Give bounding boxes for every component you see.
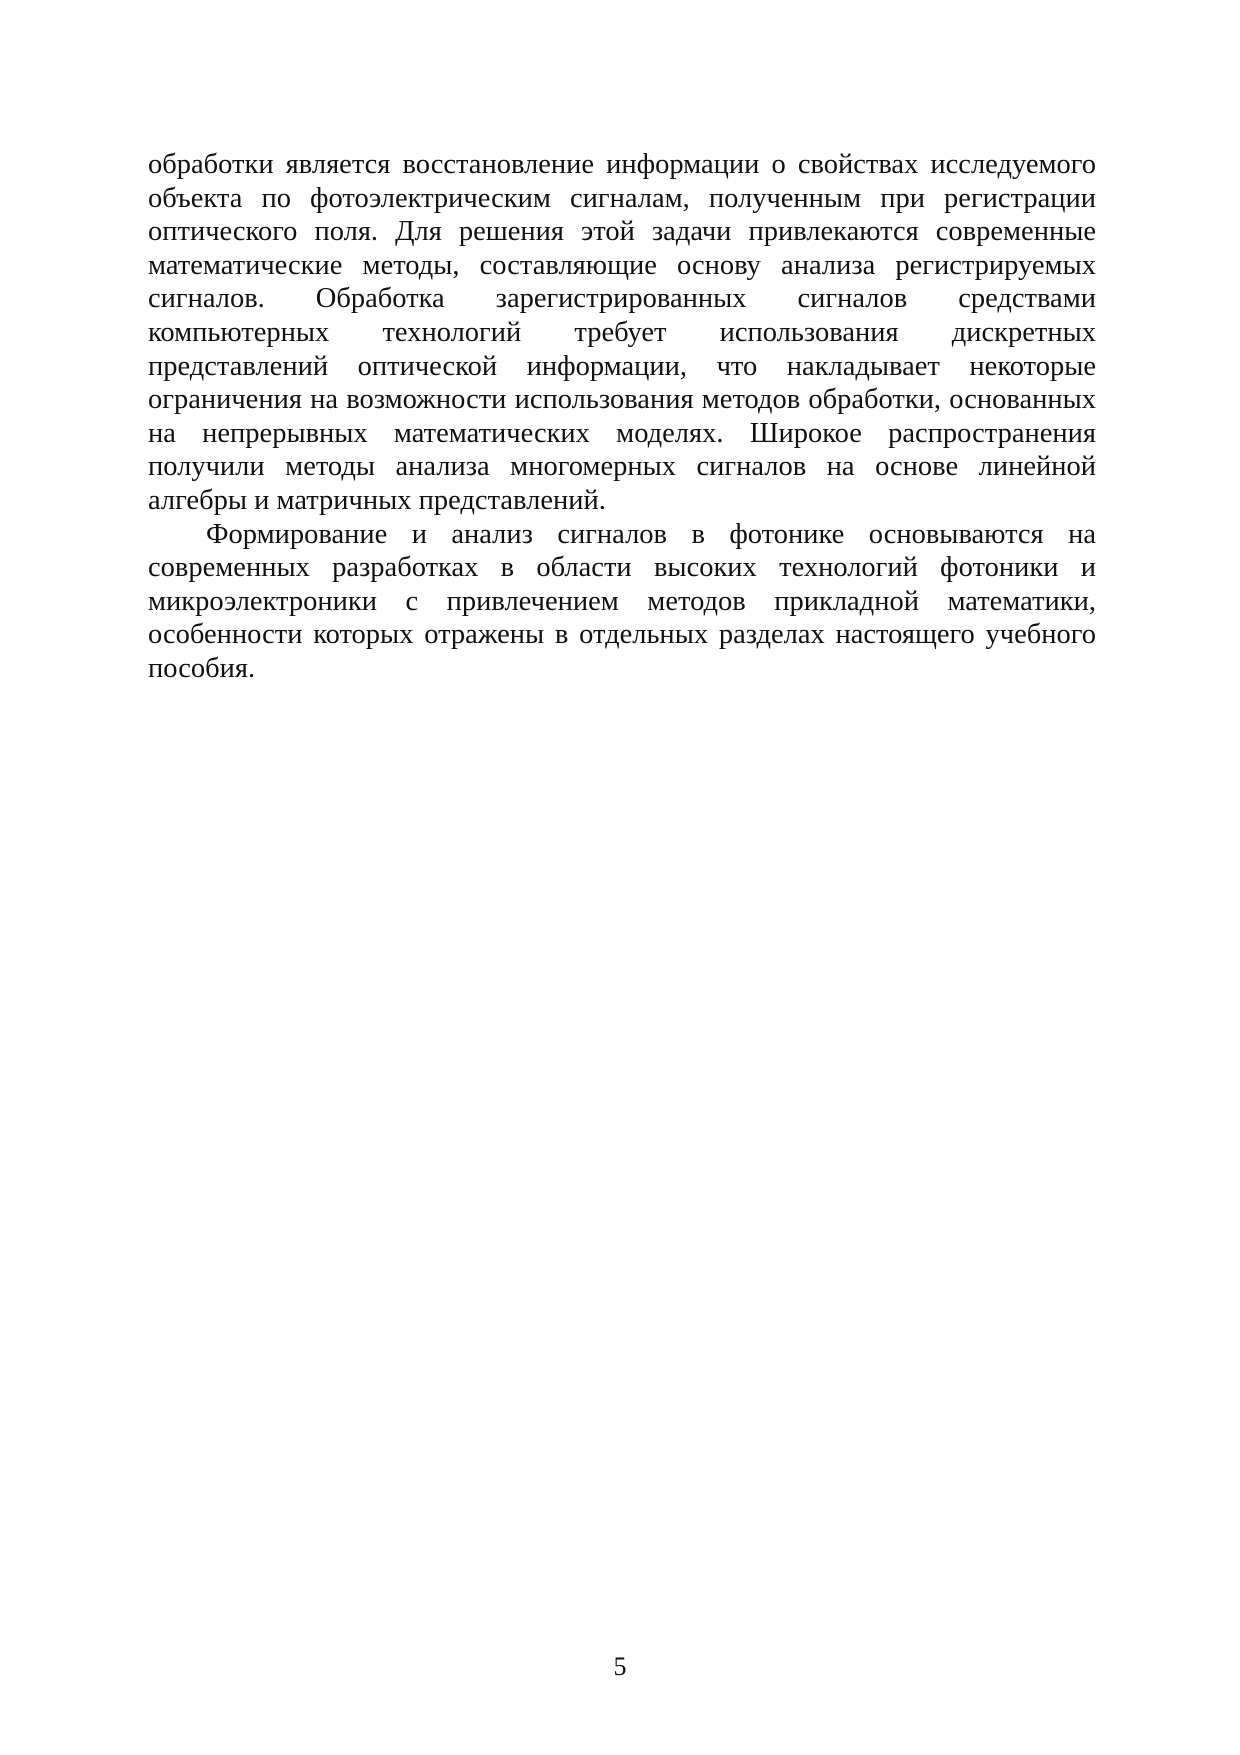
body-text	[148, 148, 1096, 686]
paragraph-continuation: обработки является восстановление информации о свойствах исследуемого объекта по фотоэлектрическим сигналам, полученным при регистрации оптического поля. Для решения этой задачи привлекаются современные математические методы, составляющие основу анализа регистрируемых сигналов. Обработка зарегистрированных сигналов средствами компьютерных технологий требует использования дискретных представлений оптической информации, что накладывает некоторые ограничения на возможности использования методов обработки, основанных на непрерывных математических моделях. Широкое распространения получили методы анализа многомерных сигналов на основе линейной алгебры и матричных представлений.	[148, 149, 1096, 516]
paragraph: Формирование и анализ сигналов в фотонике основываются на современных разработках в области высоких технологий фотоники и микроэлектроники с привлечением методов прикладной математики, особенности которых отражены в отдельных разделах настоящего учебного пособия.	[148, 518, 1096, 684]
page-number: 5	[613, 1652, 627, 1681]
